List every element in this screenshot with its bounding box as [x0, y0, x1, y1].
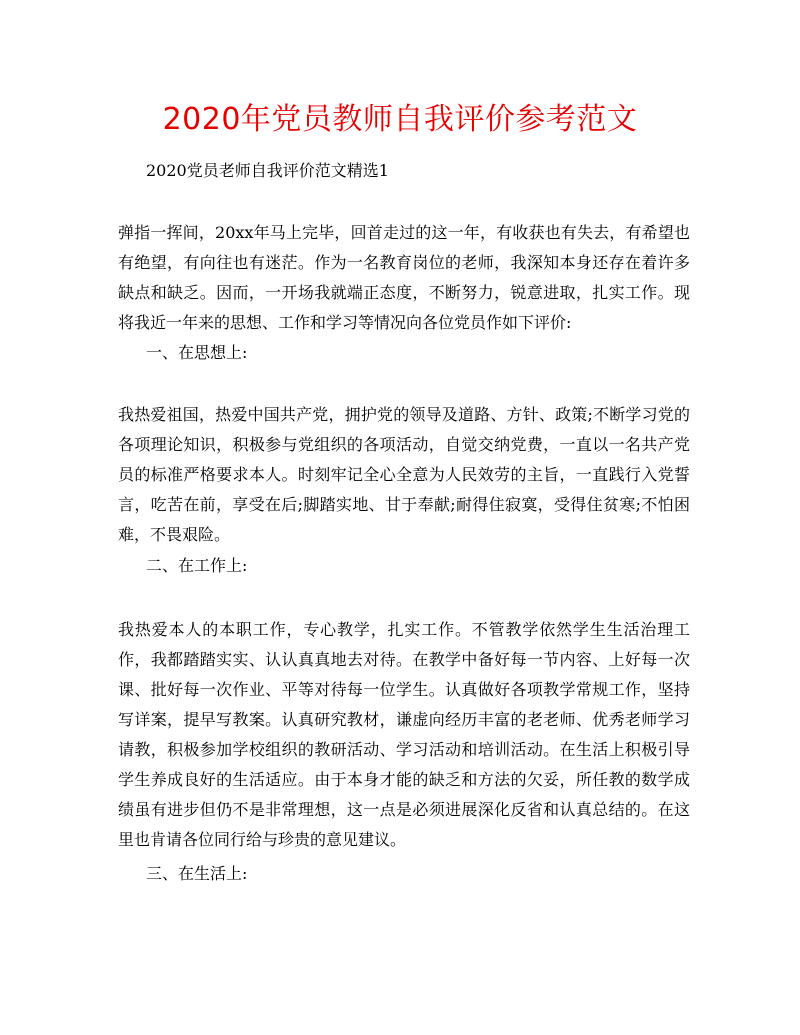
section-heading-life: 三、在生活上: — [146, 864, 248, 883]
section-heading-work: 二、在工作上: — [146, 556, 248, 575]
paragraph-work: 我热爱本人的本职工作，专心教学，扎实工作。不管教学依然学生生活治理工作，我都踏踏实实、认认真真地去对待。在教学中备好每一节内容、上好每一次课、批好每一次作业、平等对待每一位学生。认真做好各项教学常规工作，坚持写详案，提早写教案。认真研究教材，谦虚向经历丰富的老老师、优秀老师学习请教，积极参加学校组织的教研活动、学习活动和培训活动。在生活上积极引导学生养成良好的生活适应。由于本身才能的缺乏和方法的欠妥，所任教的数学成绩虽有进步但仍不是非常理想，这一点是必须进展深化反省和认真总结的。在这里也肯请各位同行给与珍贵的意见建议。 — [118, 620, 690, 849]
section-heading-thought: 一、在思想上: — [146, 343, 248, 362]
document-subtitle: 2020党员老师自我评价范文精选1 — [146, 161, 389, 180]
document-title: 2020年党员教师自我评价参考范文 — [162, 102, 638, 137]
paragraph-thought: 我热爱祖国，热爱中国共产党，拥护党的领导及道路、方针、政策;不断学习党的各项理论知识，积极参与党组织的各项活动，自觉交纳党费，一直以一名共产党员的标准严格要求本人。时刻牢记全心全意为人民效劳的主旨，一直践行入党誓言，吃苦在前，享受在后;脚踏实地、甘于奉献;耐得住寂寞，受得住贫寒;不怕困难，不畏艰险。 — [118, 405, 690, 544]
paragraph-intro: 弹指一挥间，20xx年马上完毕，回首走过的这一年，有收获也有失去，有希望也有绝望，有向往也有迷茫。作为一名教育岗位的老师，我深知本身还存在着许多缺点和缺乏。因而，一开场我就端正态度，不断努力，锐意进取，扎实工作。现将我近一年来的思想、工作和学习等情况向各位党员作如下评价: — [118, 223, 690, 332]
